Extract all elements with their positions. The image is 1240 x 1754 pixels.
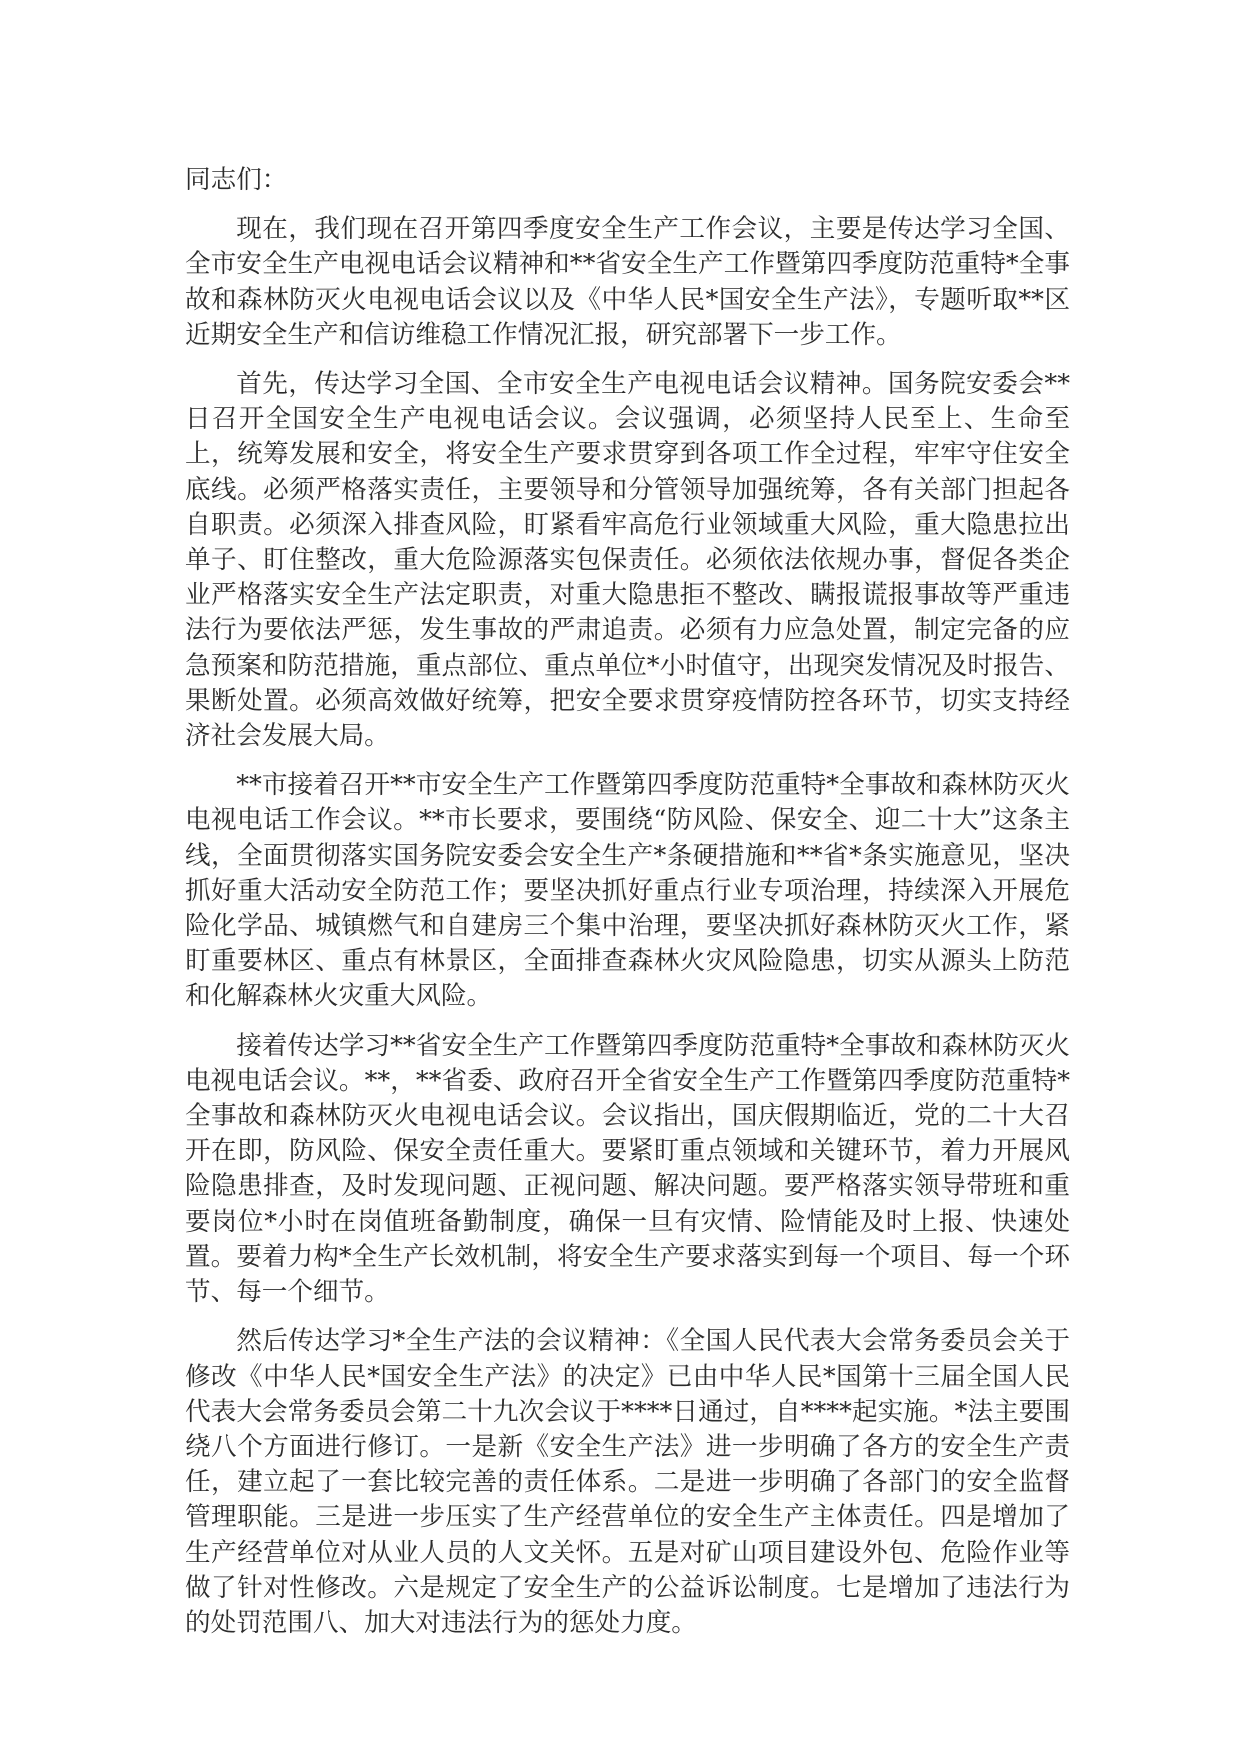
salutation: 同志们： — [185, 165, 288, 195]
paragraph-provincial-meeting: 接着传达学习**省安全生产工作暨第四季度防范重特*全事故和森林防灭火电视电话会议。**，**省委、政府召开全省安全生产工作暨第四季度防范重特*全事故和森林防灭火电视电话会议。会议指出，国庆假期临近，党的二十大召开在即，防风险、保安全责任重大。要紧盯重点领域和关键环节，着力开展风险隐患排查，及时发现问题、正视问题、解决问题。要严格落实领导带班和重要岗位*小时在岗值班备勤制度，确保一旦有灾情、险情能及时上报、快速处置。要着力构*全生产长效机制，将安全生产要求落实到每一个项目、每一个环节、每一个细节。 — [185, 1030, 1070, 1308]
paragraph-safety-law: 然后传达学习*全生产法的会议精神：《全国人民代表大会常务委员会关于修改《中华人民*国安全生产法》的决定》已由中华人民*国第十三届全国人民代表大会常务委员会第二十九次会议于****日通过，自****起实施。*法主要围绕八个方面进行修订。一是新《安全生产法》进一步明确了各方的安全生产责任，建立起了一套比较完善的责任体系。二是进一步明确了各部门的安全监督管理职能。三是进一步压实了生产经营单位的安全生产主体责任。四是增加了生产经营单位对从业人员的人文关怀。五是对矿山项目建设外包、危险作业等做了针对性修改。六是规定了安全生产的公益诉讼制度。七是增加了违法行为的处罚范围八、加大对违法行为的惩处力度。 — [185, 1326, 1070, 1638]
paragraph-national-meeting: 首先，传达学习全国、全市安全生产电视电话会议精神。国务院安委会**日召开全国安全生产电视电话会议。会议强调，必须坚持人民至上、生命至上，统筹发展和安全，将安全生产要求贯穿到各项工作全过程，牢牢守住安全底线。必须严格落实责任，主要领导和分管领导加强统筹，各有关部门担起各自职责。必须深入排查风险，盯紧看牢高危行业领域重大风险，重大隐患拉出单子、盯住整改，重大危险源落实包保责任。必须依法依规办事，督促各类企业严格落实安全生产法定职责，对重大隐患拒不整改、瞒报谎报事故等严重违法行为要依法严惩，发生事故的严肃追责。必须有力应急处置，制定完备的应急预案和防范措施，重点部位、重点单位*小时值守，出现突发情况及时报告、果断处置。必须高效做好统筹，把安全要求贯穿疫情防控各环节，切实支持经济社会发展大局。 — [185, 369, 1070, 752]
paragraph-intro: 现在，我们现在召开第四季度安全生产工作会议，主要是传达学习全国、全市安全生产电视电话会议精神和**省安全生产工作暨第四季度防范重特*全事故和森林防灭火电视电话会议以及《中华人民*国安全生产法》，专题听取**区近期安全生产和信访维稳工作情况汇报，研究部署下一步工作。 — [185, 214, 1070, 350]
paragraph-city-meeting: **市接着召开**市安全生产工作暨第四季度防范重特*全事故和森林防灭火电视电话工作会议。**市长要求，要围绕“防风险、保安全、迎二十大”这条主线，全面贯彻落实国务院安委会安全生产*条硬措施和**省*条实施意见，坚决抓好重大活动安全防范工作；要坚决抓好重点行业专项治理，持续深入开展危险化学品、城镇燃气和自建房三个集中治理，要坚决抓好森林防灭火工作，紧盯重要林区、重点有林景区，全面排查森林火灾风险隐患，切实从源头上防范和化解森林火灾重大风险。 — [185, 770, 1070, 1012]
document-page — [185, 163, 1070, 1655]
